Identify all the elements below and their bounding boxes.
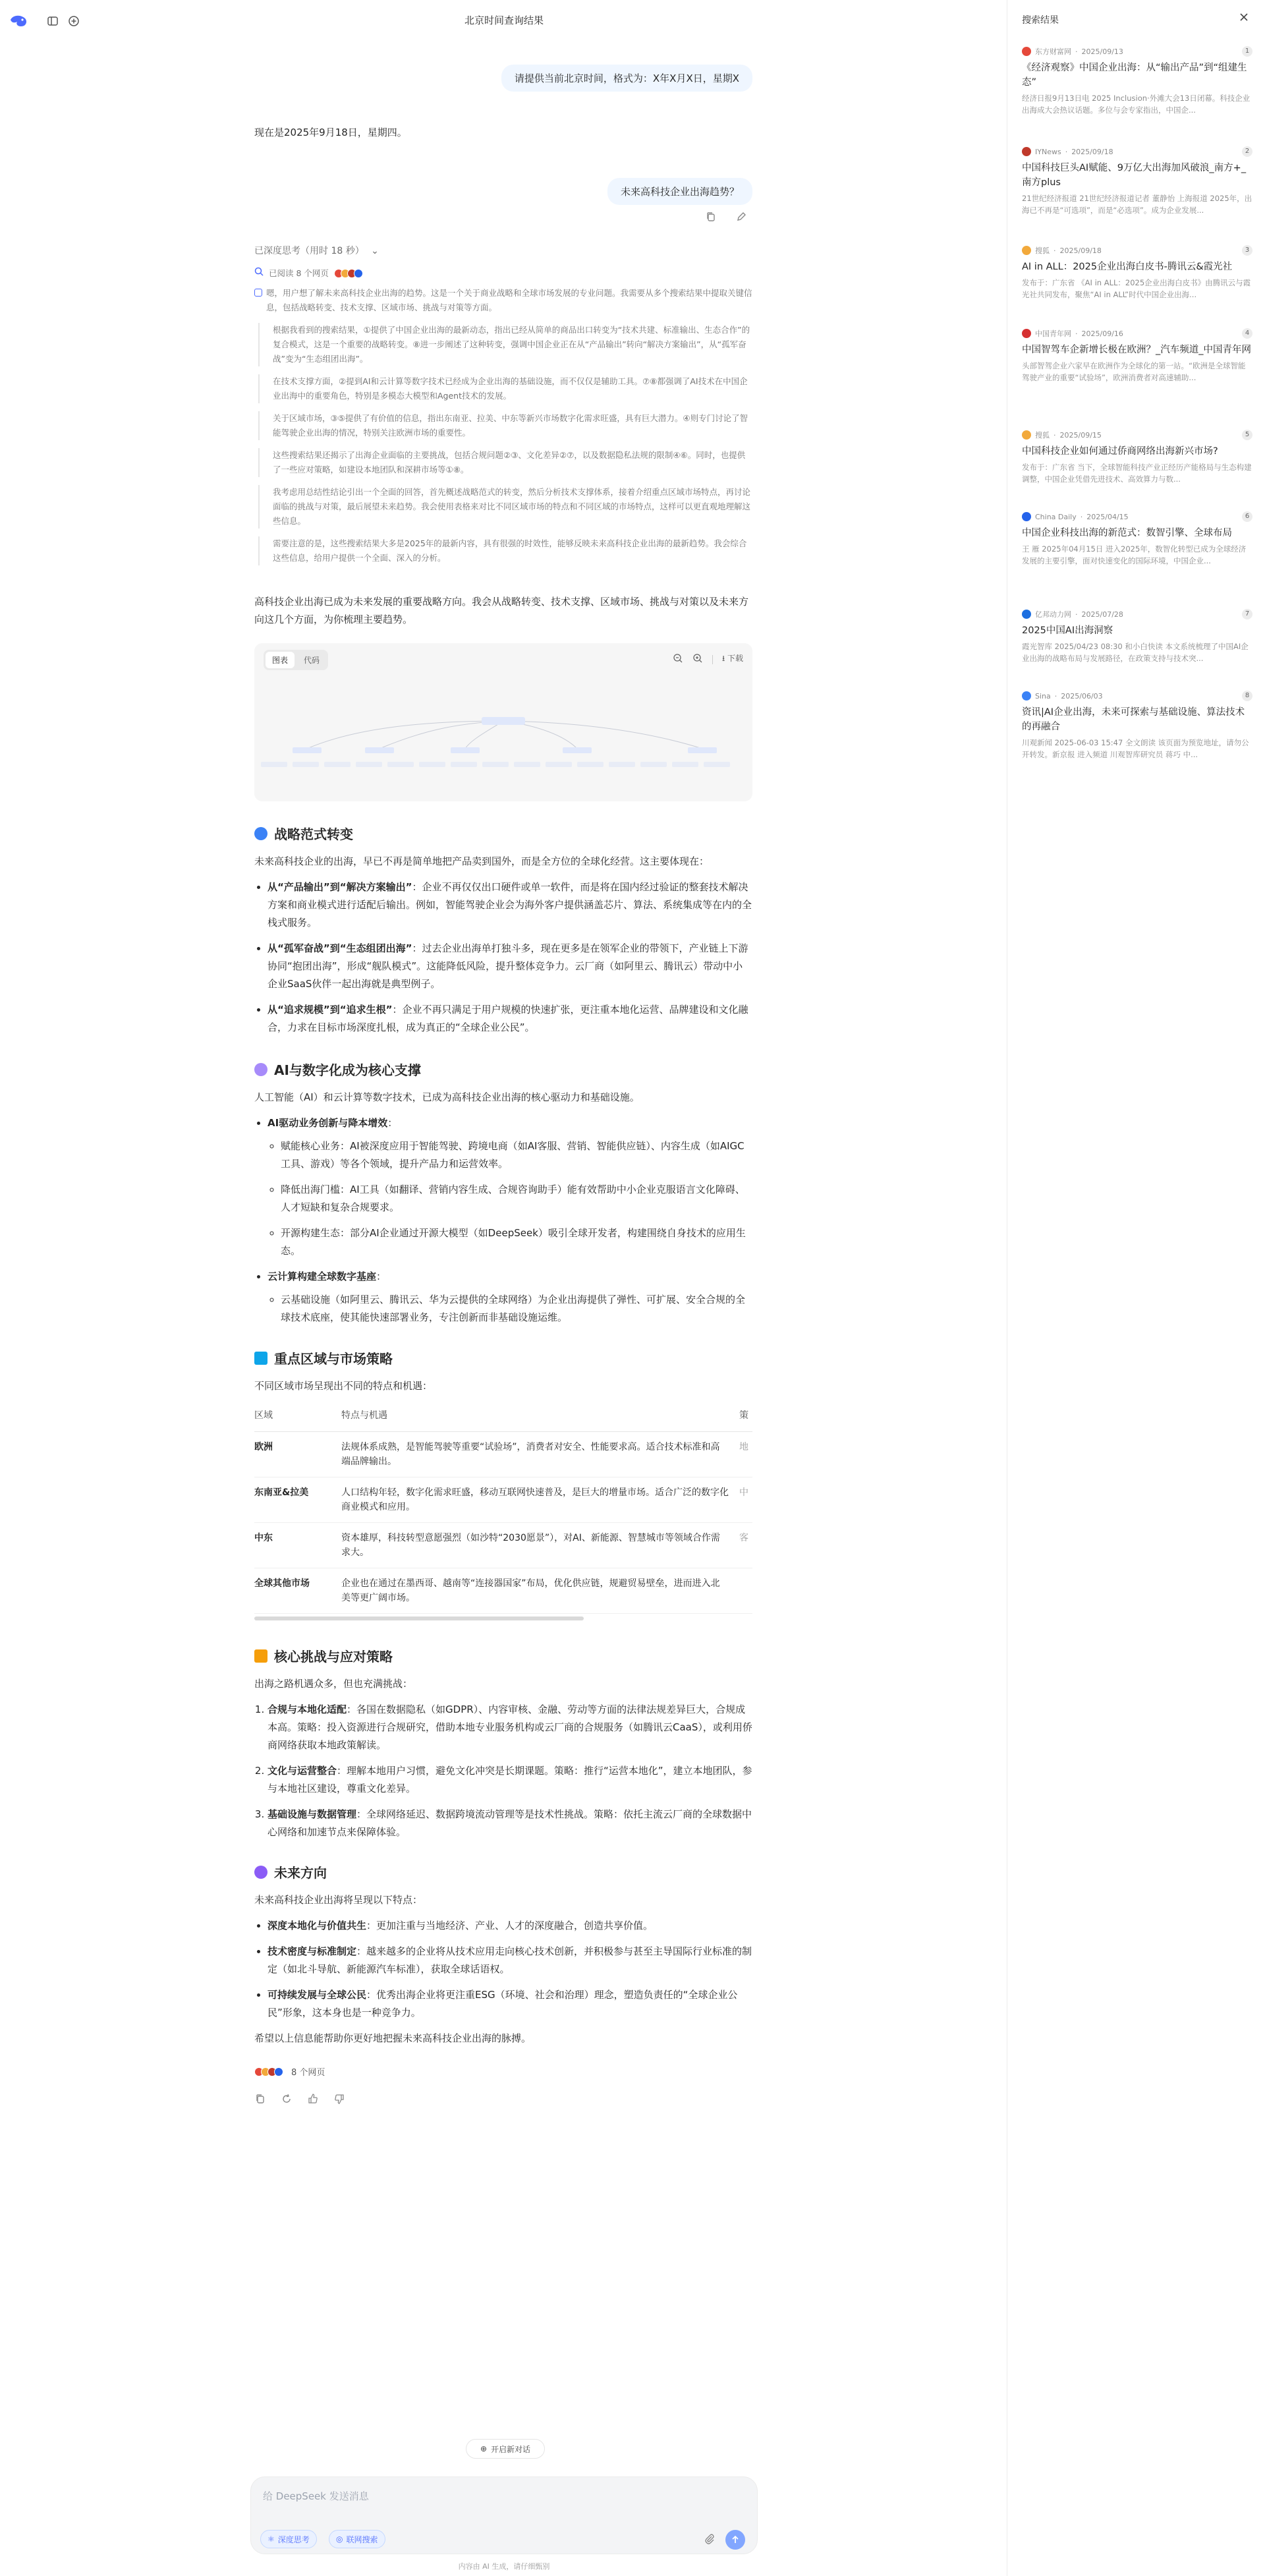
table-row: [254, 1477, 752, 1523]
crystal-ball-icon: [254, 1866, 267, 1879]
globe-icon: ◎: [336, 2534, 343, 2544]
section-body: [254, 1675, 752, 1849]
source-meta: [1022, 511, 1252, 522]
source-date: 2025/09/15: [1059, 430, 1102, 440]
sources-count: 8 个网页: [291, 2068, 325, 2078]
ai-disclaimer: 内容由 AI 生成，请仔细甄别: [458, 2562, 550, 2571]
table-header: 区域: [254, 1400, 341, 1432]
section-title-text: AI与数字化成为核心支撑: [274, 1062, 421, 1078]
separator: ·: [1065, 147, 1068, 156]
thinking-paragraph: 关于区域市场，③⑤提供了有价值的信息，指出东南亚、拉美、中东等新兴市场数字化需求旺盛，具有巨大潜力。④则专门讨论了智能驾驶企业出海的情况，特别关注欧洲市场的重要性。: [258, 411, 752, 440]
table-cell-strategy: 客: [739, 1523, 752, 1568]
section-lead: 出海之路机遇众多，但也充满挑战：: [254, 1678, 413, 1690]
source-title[interactable]: 中国企业科技出海的新范式：数智引擎、全球布局: [1022, 528, 1232, 538]
source-date: 2025/09/18: [1071, 147, 1113, 156]
source-title[interactable]: 中国科技巨头AI赋能、9万亿大出海加风破浪_南方+_南方plus: [1022, 163, 1247, 188]
thinking-paragraph: 根据我看到的搜索结果，①提供了中国企业出海的最新动态，指出已经从简单的商品出口转变为“技术共建、标准输出、生态合作”的复合模式，这是一个重要的战略转变。⑧进一步阐述了这种转变，强调中国企业正在从“产品输出”转向“解决方案输出”，从“孤军奋战”变为“生态组团出海”。: [258, 323, 752, 366]
download-button[interactable]: ⭳ 下载: [721, 654, 743, 663]
thinking-paragraph: 这些搜索结果还揭示了出海企业面临的主要挑战，包括合规问题②③、文化差异②⑦，以及数据隐私法规的限制④⑥。同时，也提供了一些应对策略，如建设本地团队和深耕市场等①⑧。: [258, 448, 752, 477]
answer-intro: 高科技企业出海已成为未来发展的重要战略方向。我会从战略转变、技术支撑、区域市场、挑战与对策以及未来方向这几个方面，为你梳理主要趋势。: [254, 596, 749, 625]
source-card[interactable]: [1022, 46, 1252, 116]
sub-list-item: ◦ 赋能核心业务：AI被深度应用于智能驾驶、跨境电商（如AI客服、营销、智能供应链）、内容生成（如AIGC工具、游戏）等各个领域，提升产品力和运营效率。: [281, 1137, 752, 1173]
attach-icon[interactable]: [703, 2533, 716, 2546]
section-title: [254, 1348, 393, 1367]
source-meta: [1022, 328, 1252, 339]
deep-think-label: 深度思考: [277, 2534, 310, 2544]
section-body: [254, 853, 752, 1045]
challenge-list: [254, 1701, 752, 1841]
list-item: • AI驱动业务创新与降本增效： ◦ 赋能核心业务：AI被深度应用于智能驾驶、跨境电商（如AI客服、营销、智能供应链）、内容生成（如AIGC工具、游戏）等各个领域，提升产品力和运营效率。 ◦ 降低出海门槛：AI工具（如翻译、营销内容生成、合规咨询助手）能有效帮助中小企业克服语言文化障碍、人才短缺和复杂合规要求。 ◦ 开源构建生态：部分AI企业通过开源大模型（如DeepSeek）吸引全球开发者，构建围绕自身技术的应用生态。: [267, 1114, 752, 1260]
separator: ·: [1054, 246, 1056, 255]
regenerate-icon[interactable]: [281, 2093, 293, 2107]
section-title-text: 未来方向: [274, 1865, 327, 1881]
site-favicon-icon: [1022, 691, 1031, 701]
table-scrollbar[interactable]: [254, 1617, 584, 1620]
table-cell-feature: 人口结构年轻，数字化需求旺盛，移动互联网快速普及，是巨大的增量市场。适合广泛的数字化商业模式和应用。: [341, 1477, 739, 1523]
list-item-title: 深度本地化与价值共生: [267, 1920, 367, 1932]
user-message: 请提供当前北京时间，格式为：X年X月X日，星期X: [501, 65, 752, 92]
map-icon: [254, 1352, 267, 1365]
table-cell-region: 全球其他市场: [254, 1568, 341, 1614]
chat-title: 北京时间查询结果: [464, 14, 544, 26]
future-list: [254, 1917, 752, 2022]
source-index-badge: 5: [1242, 430, 1252, 440]
thinking-paragraph: 我考虑用总结性结论引出一个全面的回答，首先概述战略范式的转变，然后分析技术支撑体系，接着介绍重点区域市场特点，再讨论面临的挑战与对策，最后展望未来趋势。我会使用表格来对比不同区域市场的特点和不同区域的市场特点，这样可以更直观地理解这些信息。: [258, 485, 752, 529]
tab-chart[interactable]: 图表: [266, 652, 295, 668]
message-input[interactable]: 给 DeepSeek 发送消息: [263, 2490, 369, 2502]
list-item-text: ：企业不再只满足于用户规模的快速扩张，更注重本地化运营、品牌建设和文化融合，力求在目标市场深度扎根，成为真正的“全球企业公民”。: [267, 1004, 748, 1033]
source-card[interactable]: [1022, 691, 1252, 760]
source-site: 东方财富网: [1035, 47, 1071, 56]
source-site: 搜狐: [1035, 431, 1050, 440]
table-header: 策: [739, 1400, 752, 1432]
thinking-toggle[interactable]: [254, 244, 379, 257]
source-date: 2025/04/15: [1086, 512, 1129, 521]
list-item-title: 可持续发展与全球公民: [267, 1989, 367, 2001]
source-site: 亿邦动力网: [1035, 610, 1071, 619]
list-item-title: 文化与运营整合: [267, 1765, 337, 1777]
deepseek-logo-icon[interactable]: [9, 13, 29, 29]
source-index-badge: 1: [1242, 46, 1252, 57]
table-cell-region: 欧洲: [254, 1432, 341, 1477]
section-lead: 未来高科技企业的出海，早已不再是简单地把产品卖到国外，而是全方位的全球化经营。这主要体现在：: [254, 855, 710, 867]
table-cell-region: 中东: [254, 1523, 341, 1568]
table-cell-feature: 法规体系成熟，是智能驾驶等重要“试验场”，消费者对安全、性能要求高。适合技术标准和高端品牌输出。: [341, 1432, 739, 1477]
section-title-text: 核心挑战与应对策略: [274, 1649, 393, 1665]
list-item-text: ：越来越多的企业将从技术应用走向核心技术创新，并积极参与甚至主导国际行业标准的制定（如北斗导航、新能源汽车标准），获取全球话语权。: [267, 1945, 752, 1975]
separator: ·: [1054, 691, 1057, 701]
list-item: [267, 1762, 752, 1798]
list-item-text: ：理解本地用户习惯，避免文化冲突是长期课题。策略：推行“运营本地化”，建立本地团队，参与本地社区建设，尊重文化差异。: [267, 1765, 752, 1794]
new-chat-label: 开启新对话: [491, 2444, 531, 2454]
search-icon: [254, 266, 264, 281]
sources-button[interactable]: [254, 2065, 325, 2078]
source-title[interactable]: 2025中国AI出海洞察: [1022, 625, 1113, 636]
sub-list-item: ◦ 开源构建生态：部分AI企业通过开源大模型（如DeepSeek）吸引全球开发者，构建围绕自身技术的应用生态。: [281, 1224, 752, 1260]
sparkle-icon: [254, 1063, 267, 1076]
source-snippet: 王 雁 2025年04月15日 进入2025年，数智化转型已成为全球经济发展的主要引擎，面对快速变化的国际环境，中国企业...: [1022, 544, 1247, 565]
list-item: [267, 940, 752, 993]
table-cell-feature: 资本雄厚，科技转型意愿强烈（如沙特“2030愿景”），对AI、新能源、智慧城市等领域合作需求大。: [341, 1523, 739, 1568]
list-item: [267, 1701, 752, 1754]
list-item-title: AI驱动业务创新与降本增效: [267, 1117, 388, 1129]
new-chat-icon: ⊕: [480, 2444, 488, 2453]
separator: ·: [1075, 47, 1078, 56]
mindmap-branch-node: [688, 747, 717, 753]
source-date: 2025/06/03: [1061, 691, 1103, 701]
site-favicon-icon: [1022, 147, 1031, 156]
site-favicon-icon: [1022, 610, 1031, 619]
list-item: [267, 1943, 752, 1978]
assistant-reply: 现在是2025年9月18日，星期四。: [254, 127, 407, 138]
thumbs-up-icon[interactable]: [307, 2093, 319, 2107]
source-index-badge: 3: [1242, 245, 1252, 256]
table-row: [254, 1523, 752, 1568]
list-item-title: 合规与本地化适配: [267, 1703, 347, 1715]
source-snippet: 21世纪经济报道 21世纪经济报道记者 董静怡 上海报道 2025年，出海已不再是“可选项”，而是“必选项”。成为企业发展...: [1022, 194, 1252, 215]
source-site: 搜狐: [1035, 246, 1050, 255]
table-header: 特点与机遇: [341, 1400, 739, 1432]
source-snippet: 经济日报9月13日电 2025 Inclusion·外滩大会13日闭幕。科技企业出海成大会热议话题。多位与会专家指出，中国企...: [1022, 94, 1251, 115]
message-composer[interactable]: [250, 2476, 758, 2554]
sub-list-item: ◦ 降低出海门槛：AI工具（如翻译、营销内容生成、合规咨询助手）能有效帮助中小企业克服语言文化障碍、人才短缺和复杂合规要求。: [281, 1181, 752, 1216]
list-item: [267, 1917, 752, 1935]
list-item-title: 从“孤军奋战”到“生态组团出海”: [267, 942, 412, 954]
source-title[interactable]: 资讯|AI企业出海，未来可探索与基础设施、算法技术的再融合: [1022, 707, 1245, 732]
table-cell-region: 东南亚&拉美: [254, 1477, 341, 1523]
table-row: [254, 1568, 752, 1614]
closing-text: 希望以上信息能帮助你更好地把握未来高科技企业出海的脉搏。: [254, 2032, 532, 2044]
sub-list-item: ◦ 云基础设施（如阿里云、腾讯云、华为云提供的全球网络）为企业出海提供了弹性、可扩展、安全合规的全球技术底座，使其能快速部署业务，专注创新而非基础设施运维。: [281, 1291, 752, 1327]
source-card[interactable]: [1022, 609, 1252, 664]
source-card[interactable]: [1022, 328, 1252, 384]
section-body: [254, 1891, 752, 2047]
list-item-text: ：各国在数据隐私（如GDPR）、内容审核、金融、劳动等方面的法律法规差异巨大，合规成本高。策略：投入资源进行合规研究，借助本地专业服务机构或云厂商的合规服务（如腾讯云CaaS），或利用侨商网络获取本地政策解读。: [267, 1703, 752, 1751]
table-cell-strategy: [739, 1568, 752, 1614]
source-snippet: 头部智驾企业六家早在欧洲作为全球化的第一站。“欧洲是全球智能驾驶产业的重要“试验场”，欧洲消费者对高速辅助...: [1022, 361, 1246, 382]
site-favicon-icon: [1022, 430, 1031, 440]
source-site: Sina: [1035, 691, 1051, 701]
user-message: 未来高科技企业出海趋势？: [607, 178, 752, 205]
thinking-duration: 已深度思考（用时 18 秒）: [254, 246, 364, 256]
source-index-badge: 4: [1242, 328, 1252, 339]
section-title: [254, 1060, 421, 1079]
list-item-title: 基础设施与数据管理: [267, 1808, 357, 1820]
mindmap-branch-node: [365, 747, 394, 753]
source-site: China Daily: [1035, 512, 1077, 521]
section-title-text: 战略范式转变: [274, 826, 353, 842]
source-meta: [1022, 691, 1252, 701]
list-item: [267, 878, 752, 932]
thinking-paragraphs: [254, 286, 752, 565]
source-date: 2025/07/28: [1081, 610, 1123, 619]
source-title[interactable]: 中国科技企业如何通过侨商网络出海新兴市场?: [1022, 446, 1218, 457]
source-date: 2025/09/18: [1059, 246, 1102, 255]
list-item-text: ：优秀出海企业将更注重ESG（环境、社会和治理）理念，塑造负责任的“全球企业公民”形象，这本身也是一种竞争力。: [267, 1989, 738, 2018]
source-date: 2025/09/16: [1081, 329, 1123, 338]
site-favicon-icon: [1022, 246, 1031, 255]
source-meta: [1022, 609, 1252, 619]
source-favicons: [334, 269, 360, 278]
new-chat-icon[interactable]: [65, 12, 83, 30]
source-meta: [1022, 46, 1252, 57]
list-item-text: ：企业不再仅仅出口硬件或单一软件，而是将在国内经过验证的整套技术解决方案和商业模式进行适配后输出。例如，智能驾驶企业会为海外客户提供涵盖芯片、算法、系统集成等在内的全栈式服务。: [267, 881, 752, 929]
search-results-panel: [1007, 0, 1265, 2576]
ai-list: [254, 1114, 752, 1327]
source-index-badge: 6: [1242, 511, 1252, 522]
edit-icon[interactable]: [735, 211, 747, 223]
list-item-title: 从“追求规模”到“追求生根”: [267, 1004, 393, 1016]
left-rail: [0, 0, 86, 2576]
section-body: [254, 1089, 752, 1334]
separator: ·: [1075, 610, 1078, 619]
arrow-up-icon: [731, 2535, 740, 2544]
source-site: IYNews: [1035, 147, 1061, 156]
section-body: [254, 1377, 752, 1620]
user-message-actions: [705, 211, 747, 223]
source-card[interactable]: [1022, 146, 1252, 216]
mindmap-branch-node: [293, 747, 322, 753]
source-meta: [1022, 430, 1252, 440]
list-item: [267, 1986, 752, 2022]
deep-think-toggle[interactable]: [260, 2530, 317, 2548]
list-item-text: ：全球网络延迟、数据跨境流动管理等是技术性挑战。策略：依托主流云厂商的全球数据中心网络和加速节点来保障体验。: [267, 1808, 752, 1838]
source-meta: [1022, 245, 1252, 256]
site-favicon-icon: [1022, 47, 1031, 56]
thinking-content: [254, 266, 752, 573]
source-site: 中国青年网: [1035, 329, 1071, 338]
list-item: • 云计算构建全球数字基座： ◦ 云基础设施（如阿里云、腾讯云、华为云提供的全球网络）为企业出海提供了弹性、可扩展、安全合规的全球技术底座，使其能快速部署业务，专注创新而非基础设施运维。: [267, 1268, 752, 1327]
read-pages-row[interactable]: [254, 266, 752, 281]
region-table: [254, 1400, 752, 1614]
site-favicon-icon: [1022, 329, 1031, 338]
atom-icon: ⚛: [267, 2534, 275, 2544]
tab-code[interactable]: 代码: [304, 656, 320, 665]
thumbs-down-icon[interactable]: [333, 2093, 345, 2107]
send-button[interactable]: [725, 2530, 745, 2550]
source-index-badge: 7: [1242, 609, 1252, 619]
panel-title: 搜索结果: [1022, 15, 1059, 26]
answer-actions: [254, 2093, 345, 2107]
globe-icon: [254, 289, 262, 297]
mindmap-diagram: [254, 643, 752, 801]
source-title[interactable]: AI in ALL：2025企业出海白皮书-腾讯云&霞光社: [1022, 262, 1233, 272]
new-chat-button[interactable]: [466, 2439, 545, 2459]
globe-icon: [254, 827, 267, 840]
web-search-toggle[interactable]: [329, 2530, 385, 2548]
source-snippet: 发布于：广东省 《AI in ALL：2025企业出海白皮书》由腾讯云与霞光社共同发布，聚焦“AI in ALL”时代中国企业出海...: [1022, 278, 1251, 299]
mindmap-branch-node: [563, 747, 592, 753]
source-title[interactable]: 《经济观察》中国企业出海：从“输出产品”到“组建生态”: [1022, 63, 1247, 88]
section-title: [254, 1646, 393, 1665]
web-search-label: 联网搜索: [346, 2534, 378, 2544]
copy-icon[interactable]: [705, 211, 717, 223]
read-pages-label: 已阅读 8 个网页: [269, 268, 329, 278]
close-icon[interactable]: [1237, 11, 1251, 24]
source-snippet: 霞光智库 2025/04/23 08:30 和小白快读 本文系统梳理了中国AI企业出海的战略布局与发展路径，在政策支持与技术突...: [1022, 642, 1249, 663]
thinking-paragraph: 嗯，用户想了解未来高科技企业出海的趋势。这是一个关于商业战略和全球市场发展的专业问题。我需要从多个搜索结果中提取关键信息，包括战略转变、技术支撑、区域市场、挑战与对策等方面。: [266, 288, 752, 312]
table-cell-feature: 企业也在通过在墨西哥、越南等“连接器国家”布局，优化供应链，规避贸易壁垒，进而进入北美等更广阔市场。: [341, 1568, 739, 1614]
mindmap-root-node: [482, 717, 525, 725]
section-title: [254, 1862, 327, 1881]
site-favicon-icon: [1022, 512, 1031, 521]
chevron-down-icon: ⌄: [371, 246, 379, 256]
warning-icon: [254, 1649, 267, 1663]
list-item-text: ：过去企业出海单打独斗多，现在更多是在领军企业的带领下，产业链上下游协同“抱团出海”，形成“舰队模式”。这能降低风险，提升整体竞争力。云厂商（如阿里云、腾讯云）带动中小企业SaaS伙伴一起出海就是典型例子。: [267, 942, 748, 990]
source-card[interactable]: [1022, 511, 1252, 567]
list-item: [267, 1001, 752, 1037]
list-item-title: 云计算构建全球数字基座: [267, 1271, 377, 1282]
section-lead: 未来高科技企业出海将呈现以下特点：: [254, 1894, 423, 1906]
section-lead: 人工智能（AI）和云计算等数字技术，已成为高科技企业出海的核心驱动力和基础设施。: [254, 1091, 640, 1103]
separator: ·: [1080, 512, 1083, 521]
separator: ·: [1075, 329, 1078, 338]
list-item-text: ：更加注重与当地经济、产业、人才的深度融合，创造共享价值。: [366, 1920, 654, 1932]
source-card[interactable]: [1022, 245, 1252, 301]
source-date: 2025/09/13: [1081, 47, 1123, 56]
thinking-paragraph: 在技术支撑方面，②提到AI和云计算等数字技术已经成为企业出海的基础设施，而不仅仅是辅助工具。⑦⑧都强调了AI技术在中国企业出海中的重要角色，特别是多模态大模型和Agent技术的发展。: [258, 374, 752, 403]
separator: ·: [1054, 430, 1056, 440]
list-item-title: 从“产品输出”到“解决方案输出”: [267, 881, 412, 893]
source-card[interactable]: [1022, 430, 1252, 485]
section-title: [254, 824, 353, 843]
strategy-list: [254, 878, 752, 1037]
thinking-paragraph: 需要注意的是，这些搜索结果大多是2025年的最新内容，具有很强的时效性，能够反映未来高科技企业出海的最新趋势。我会综合这些信息，给用户提供一个全面、深入的分析。: [258, 536, 752, 565]
list-item: [267, 1806, 752, 1841]
copy-icon[interactable]: [254, 2093, 266, 2107]
section-title-text: 重点区域与市场策略: [274, 1351, 393, 1367]
sidebar-toggle-icon[interactable]: [43, 12, 62, 30]
mindmap-branch-node: [451, 747, 480, 753]
table-cell-strategy: 地: [739, 1432, 752, 1477]
mindmap-card: [254, 643, 752, 801]
source-title[interactable]: 中国智驾车企新增长极在欧洲？_汽车频道_中国青年网: [1022, 345, 1251, 355]
section-lead: 不同区域市场呈现出不同的特点和机遇：: [254, 1380, 433, 1392]
source-index-badge: 8: [1242, 691, 1252, 701]
table-row: [254, 1432, 752, 1477]
source-index-badge: 2: [1242, 146, 1252, 157]
source-snippet: 发布于：广东省 当下，全球智能科技产业正经历产能格局与生态构建调整，中国企业凭借先进技术、高效算力与数...: [1022, 463, 1252, 484]
download-label: 下载: [727, 654, 743, 663]
list-item-title: 技术密度与标准制定: [267, 1945, 357, 1957]
table-cell-strategy: 中: [739, 1477, 752, 1523]
source-snippet: 川观新闻 2025-06-03 15:47 全文朗读 该页面为预览地址，请勿公开转发。新京报 进入频道 川观智库研究员 蒋巧 中...: [1022, 738, 1249, 759]
source-favicons: [254, 2067, 281, 2076]
source-meta: [1022, 146, 1252, 157]
